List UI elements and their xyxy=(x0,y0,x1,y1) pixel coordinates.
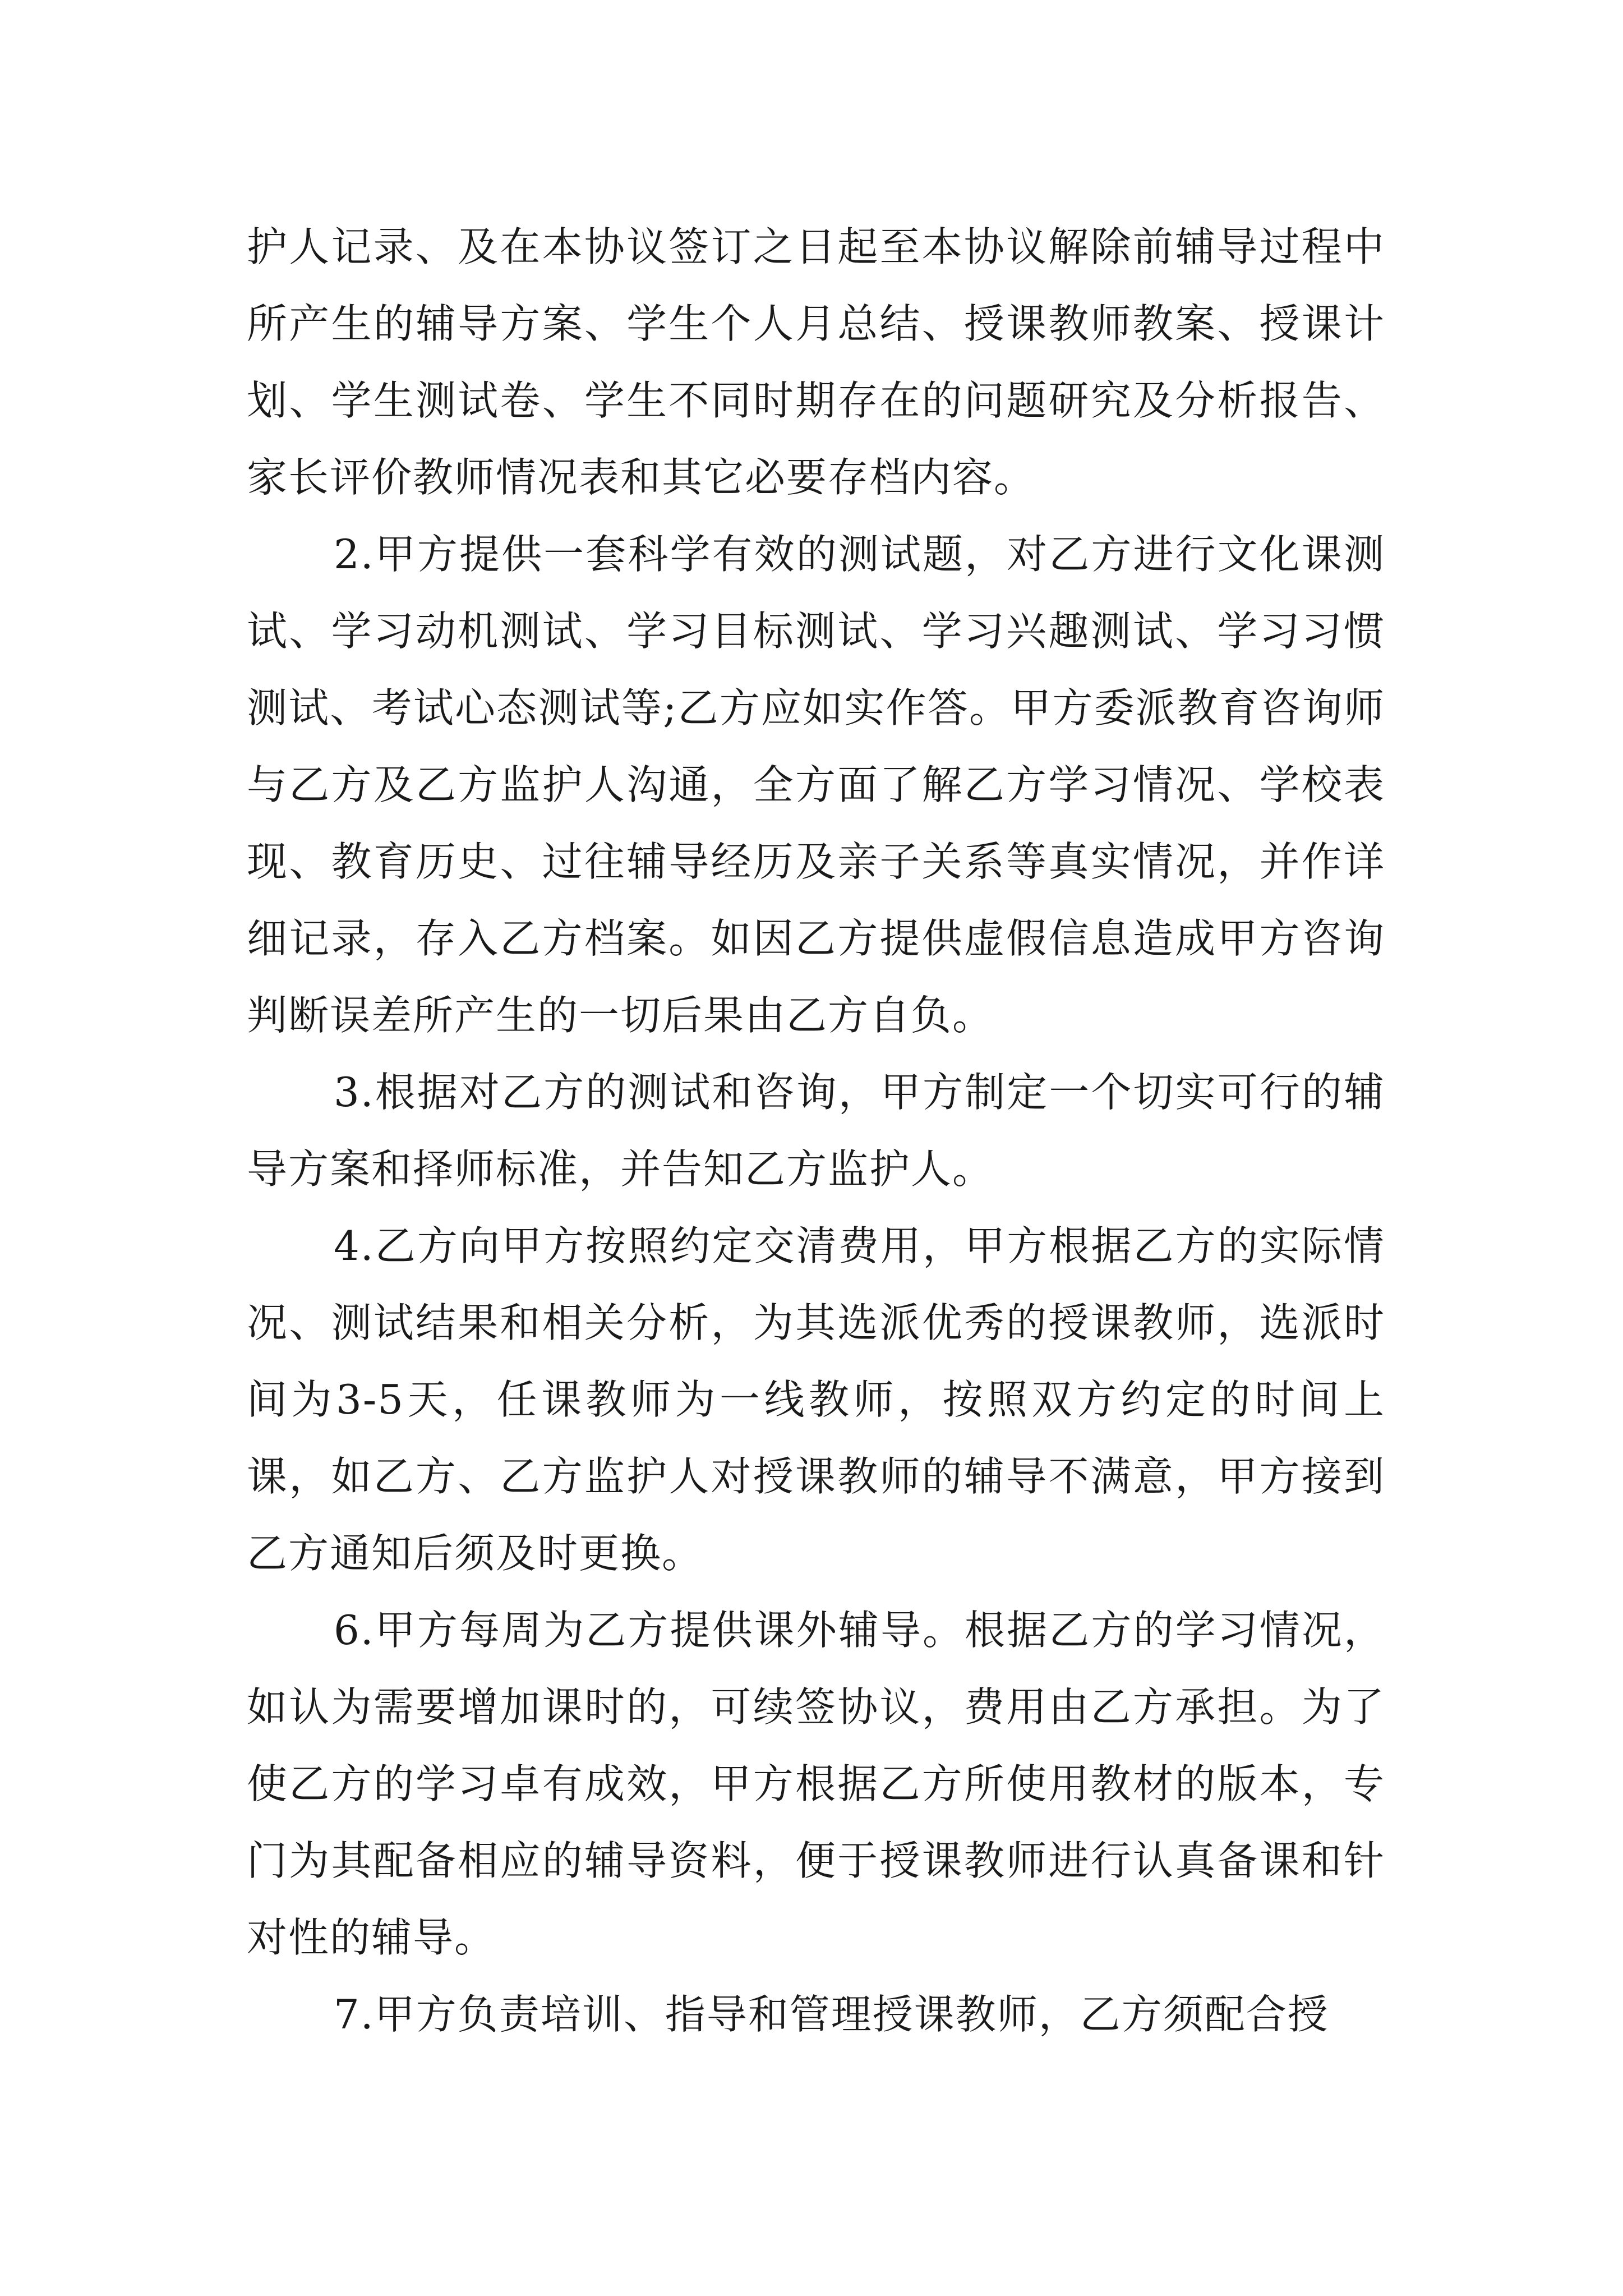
paragraph-item-2: 2.甲方提供一套科学有效的测试题，对乙方进行文化课测试、学习动机测试、学习目标测试、学习兴趣测试、学习习惯测试、考试心态测试等;乙方应如实作答。甲方委派教育咨询师与乙方及乙方监护人沟通，全方面了解乙方学习情况、学校表现、教育历史、过往辅导经历及亲子关系等真实情况，并作详细记录，存入乙方档案。如因乙方提供虚假信息造成甲方咨询判断误差所产生的一切后果由乙方自负。 xyxy=(247,531,1385,1039)
paragraph-item-6: 6.甲方每周为乙方提供课外辅导。根据乙方的学习情况，如认为需要增加课时的，可续签协议，费用由乙方承担。为了使乙方的学习卓有成效，甲方根据乙方所使用教材的版本，专门为其配备相应的辅导资料，便于授课教师进行认真备课和针对性的辅导。 xyxy=(247,1607,1385,1961)
paragraph-item-4: 4.乙方向甲方按照约定交清费用，甲方根据乙方的实际情况、测试结果和相关分析，为其选派优秀的授课教师，选派时间为3-5天，任课教师为一线教师，按照双方约定的时间上课，如乙方、乙方监护人对授课教师的辅导不满意，甲方接到乙方通知后须及时更换。 xyxy=(247,1222,1385,1577)
document-body xyxy=(247,209,1385,2053)
paragraph-continued: 护人记录、及在本协议签订之日起至本协议解除前辅导过程中所产生的辅导方案、学生个人月总结、授课教师教案、授课计划、学生测试卷、学生不同时期存在的问题研究及分析报告、家长评价教师情况表和其它必要存档内容。 xyxy=(247,223,1385,501)
paragraph-item-3: 3.根据对乙方的测试和咨询，甲方制定一个切实可行的辅导方案和择师标准，并告知乙方监护人。 xyxy=(247,1069,1385,1193)
paragraph-item-7: 7.甲方负责培训、指导和管理授课教师，乙方须配合授 xyxy=(334,1991,1329,2038)
